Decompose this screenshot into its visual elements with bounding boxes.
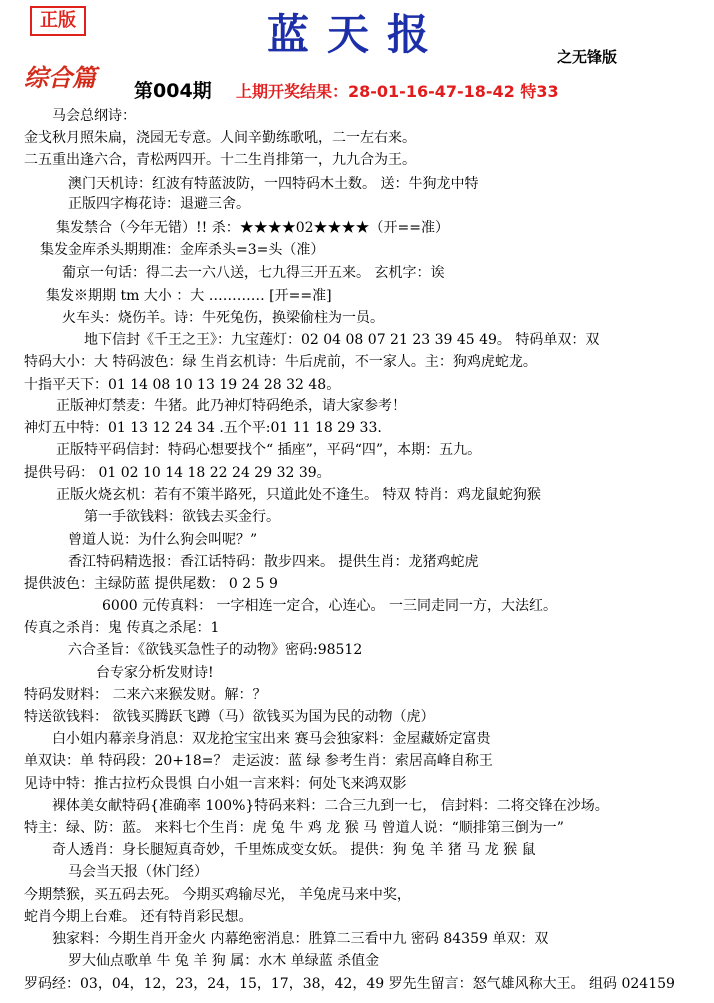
text-line: 香江特码精选报：香江话特码：散步四来。 提供生肖：龙猪鸡蛇虎 (68, 554, 479, 570)
text-line: 独家料：今期生肖开金火 内幕绝密消息：胜算二三看中九 密码 84359 单双：双 (52, 931, 549, 947)
text-line: 地下信封《千王之王》：九宝莲灯：02 04 08 07 21 23 39 45 49。 特码单双：双 (84, 332, 600, 348)
text-line: 正版火烧玄机：若有不策半路死，只道此处不逢生。 特双 特肖：鸡龙鼠蛇狗猴 (56, 487, 541, 503)
text-line: 传真之杀肖：鬼 传真之杀尾：1 (24, 620, 220, 636)
text-line: 葡京一句话：得二去一六八送，七九得三开五来。 玄机字：诶 (62, 265, 445, 281)
text-line: 白小姐内幕亲身消息：双龙抢宝宝出来 赛马会独家料：金屋藏娇定富贵 (52, 731, 491, 747)
text-line: 集发禁合（今年无错）!! 杀：★★★★02★★★★（开==准） (56, 220, 449, 236)
text-line: 澳门天机诗：红波有特蓝波防，一四特码木土数。 送：牛狗龙中特 (68, 176, 479, 192)
text-line: 台专家分析发财诗! (96, 665, 214, 681)
text-line: 特送欲钱料： 欲钱买腾跃飞蹲（马）欲钱买为国为民的动物（虎） (24, 709, 435, 725)
text-line: 特码大小：大 特码波色：绿 生肖玄机诗：牛后虎前，不一家人。主：狗鸡虎蛇龙。 (24, 354, 537, 370)
text-line: 马会当天报（休门经） (68, 864, 208, 880)
text-line: 6000 元传真料： 一字相连一定合，心连心。 一三同走同一方，大法红。 (102, 598, 557, 614)
text-line: 十指平天下：01 14 08 10 13 19 24 28 32 48。 (24, 377, 341, 393)
text-line: 神灯五中特：01 13 12 24 34 .五个平:01 11 18 29 33. (24, 420, 382, 436)
newspaper-title: 蓝天报 (266, 10, 447, 59)
text-line: 火车头：烧伤羊。诗：牛死兔伤，换梁偷柱为一员。 (62, 310, 384, 326)
text-line: 金戈秋月照朱扁，浇园无专意。人间辛勤练歌吼，二一左右来。 (24, 130, 416, 146)
authentic-stamp: 正版 (30, 6, 86, 36)
text-line: 见诗中特：推古拉朽众畏惧 白小姐一言来料：何处飞来鸿双影 (24, 776, 407, 792)
text-line: 提供波色：主绿防蓝 提供尾数： 0 2 5 9 (24, 576, 278, 592)
text-line: 特主：绿、防：蓝。 来料七个生肖：虎 兔 牛 鸡 龙 猴 马 曾道人说：“顺排第三倒为一” (24, 820, 564, 836)
text-line: 罗大仙点歌单 牛 兔 羊 狗 属：水木 单绿蓝 杀值金 (68, 953, 380, 969)
issue-number: 第004期 (134, 80, 212, 102)
text-line: 单双诀：单 特码段：20+18=？ 走运波：蓝 绿 参考生肖：索居高峰自称王 (24, 753, 493, 769)
text-line: 裸体美女献特码{准确率 100%}特码来料：二合三九到一七， 信封料：二将交锋在沙场。 (52, 798, 609, 814)
text-line: 特码发财料： 二来六来猴发财。解：？ (24, 687, 267, 703)
text-line: 六合圣旨：《欲钱买急性子的动物》密码:98512 (68, 642, 363, 658)
text-line: 正版特平码信封：特码心想要找个“ 插座”，平码“四”，本期：五九。 (56, 442, 482, 458)
section-label: 综合篇 (24, 63, 96, 92)
text-line: 今期禁猴，买五码去死。 今期买鸡输尽光， 羊兔虎马来中奖， (24, 887, 411, 903)
text-line: 蛇肖今期上台难。 还有特肖彩民想。 (24, 909, 253, 925)
text-line: 第一手欲钱料：欲钱去买金行。 (84, 509, 280, 525)
text-line: 马会总纲诗： (52, 108, 136, 124)
text-line: 集发金库杀头期期准：金库杀头=3=头（准） (40, 242, 325, 258)
last-draw-result: 上期开奖结果：28-01-16-47-18-42 特33 (236, 82, 559, 101)
text-line: 奇人透肖：身长腿短真奇妙，千里炼成变女妖。 提供：狗 兔 羊 猪 马 龙 猴 鼠 (52, 842, 536, 858)
text-line: 正版神灯禁麦：牛猪。此乃神灯特码绝杀，请大家参考！ (56, 398, 406, 414)
text-line: 集发※期期 tm 大小 ：大 ………… [开==准] (46, 288, 332, 304)
text-line: 罗码经：03，04，12，23，24，15，17，38，42，49 罗先生留言：怒气雄风称大王。 组码 024159 (24, 976, 675, 992)
edition-label: 之无锋版 (557, 48, 618, 66)
text-line: 正版四字梅花诗：退避三舍。 (68, 196, 250, 212)
text-line: 提供号码： 01 02 10 14 18 22 24 29 32 39。 (24, 465, 331, 481)
text-line: 曾道人说：为什么狗会叫呢？” (68, 532, 258, 548)
text-line: 二五重出逢六合，青松两四开。十二生肖排第一，九九合为王。 (24, 152, 416, 168)
